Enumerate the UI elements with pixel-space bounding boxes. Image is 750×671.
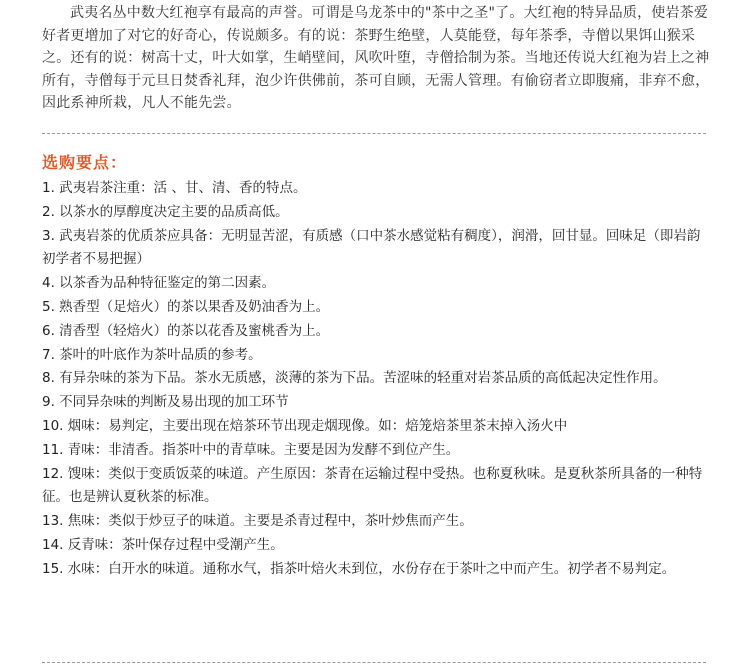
- list-item: 12. 馊味：类似于变质饭菜的味道。产生原因：茶青在运输过程中受热。也称夏秋味。是夏秋茶所具备的一种特征。也是辨认夏秋茶的标准。: [42, 465, 703, 506]
- list-item: 10. 烟味：易判定，主要出现在焙茶环节出现走烟现像。如：焙笼焙茶里茶末掉入汤火中: [42, 417, 568, 434]
- list-item: 1. 武夷岩茶注重：活 、甘、清、香的特点。: [42, 180, 307, 196]
- dashed-divider-bottom: [42, 662, 706, 663]
- buying-tips-list: [42, 177, 710, 582]
- list-item: 5. 熟香型（足焙火）的茶以果香及奶油香为上。: [42, 298, 330, 315]
- intro-text: 武夷名丛中数大红袍享有最高的声誉。可谓是乌龙茶中的"茶中之圣"了。大红袍的特异品质，使岩茶爱好者更增加了对它的好奇心，传说颇多。有的说：茶野生绝壁，人莫能登，每年茶季，寺僧以果饵山猴采之。还有的说：树高十丈，叶大如掌，生峭壁间，风吹叶堕，寺僧拾制为茶。当地还传说大红袍为岩上之神所有，寺僧每于元旦日焚香礼拜，泡少许供佛前，茶可自顾，无需人管理。有偷窃者立即腹痛，非弃不愈，因此系神所栽，凡人不能先尝。: [42, 5, 710, 112]
- list-item: 13. 焦味：类似于炒豆子的味道。主要是杀青过程中，茶叶炒焦而产生。: [42, 513, 473, 530]
- list-item: 9. 不同异杂味的判断及易出现的加工环节: [42, 394, 289, 411]
- intro-paragraph: [42, 2, 718, 115]
- section-title: 选购要点：: [42, 153, 128, 172]
- list-item: 3. 武夷岩茶的优质茶应具备：无明显苦涩，有质感（口中茶水感觉粘有稠度），润滑，回甘显。回味足（即岩韵 初学者不易把握）: [42, 227, 701, 268]
- list-item: 14. 反青味：茶叶保存过程中受潮产生。: [42, 536, 284, 553]
- list-item: 4. 以茶香为品种特征鉴定的第二因素。: [42, 275, 276, 292]
- list-item: 6. 清香型（轻焙火）的茶以花香及蜜桃香为上。: [42, 322, 330, 339]
- list-item: 11. 青味：非清香。指茶叶中的青草味。主要是因为发酵不到位产生。: [42, 441, 460, 458]
- dashed-divider-top: [42, 133, 706, 134]
- list-item: 8. 有异杂味的茶为下品。茶水无质感，淡薄的茶为下品。苦涩味的轻重对岩茶品质的高低起决定性作用。: [42, 370, 667, 387]
- list-item: 2. 以茶水的厚醇度决定主要的品质高低。: [42, 203, 289, 220]
- list-item: 7. 茶叶的叶底作为茶叶品质的参考。: [42, 346, 262, 363]
- list-item: 15. 水味：白开水的味道。通称水气，指茶叶焙火未到位，水份存在于茶叶之中而产生。初学者不易判定。: [42, 560, 676, 577]
